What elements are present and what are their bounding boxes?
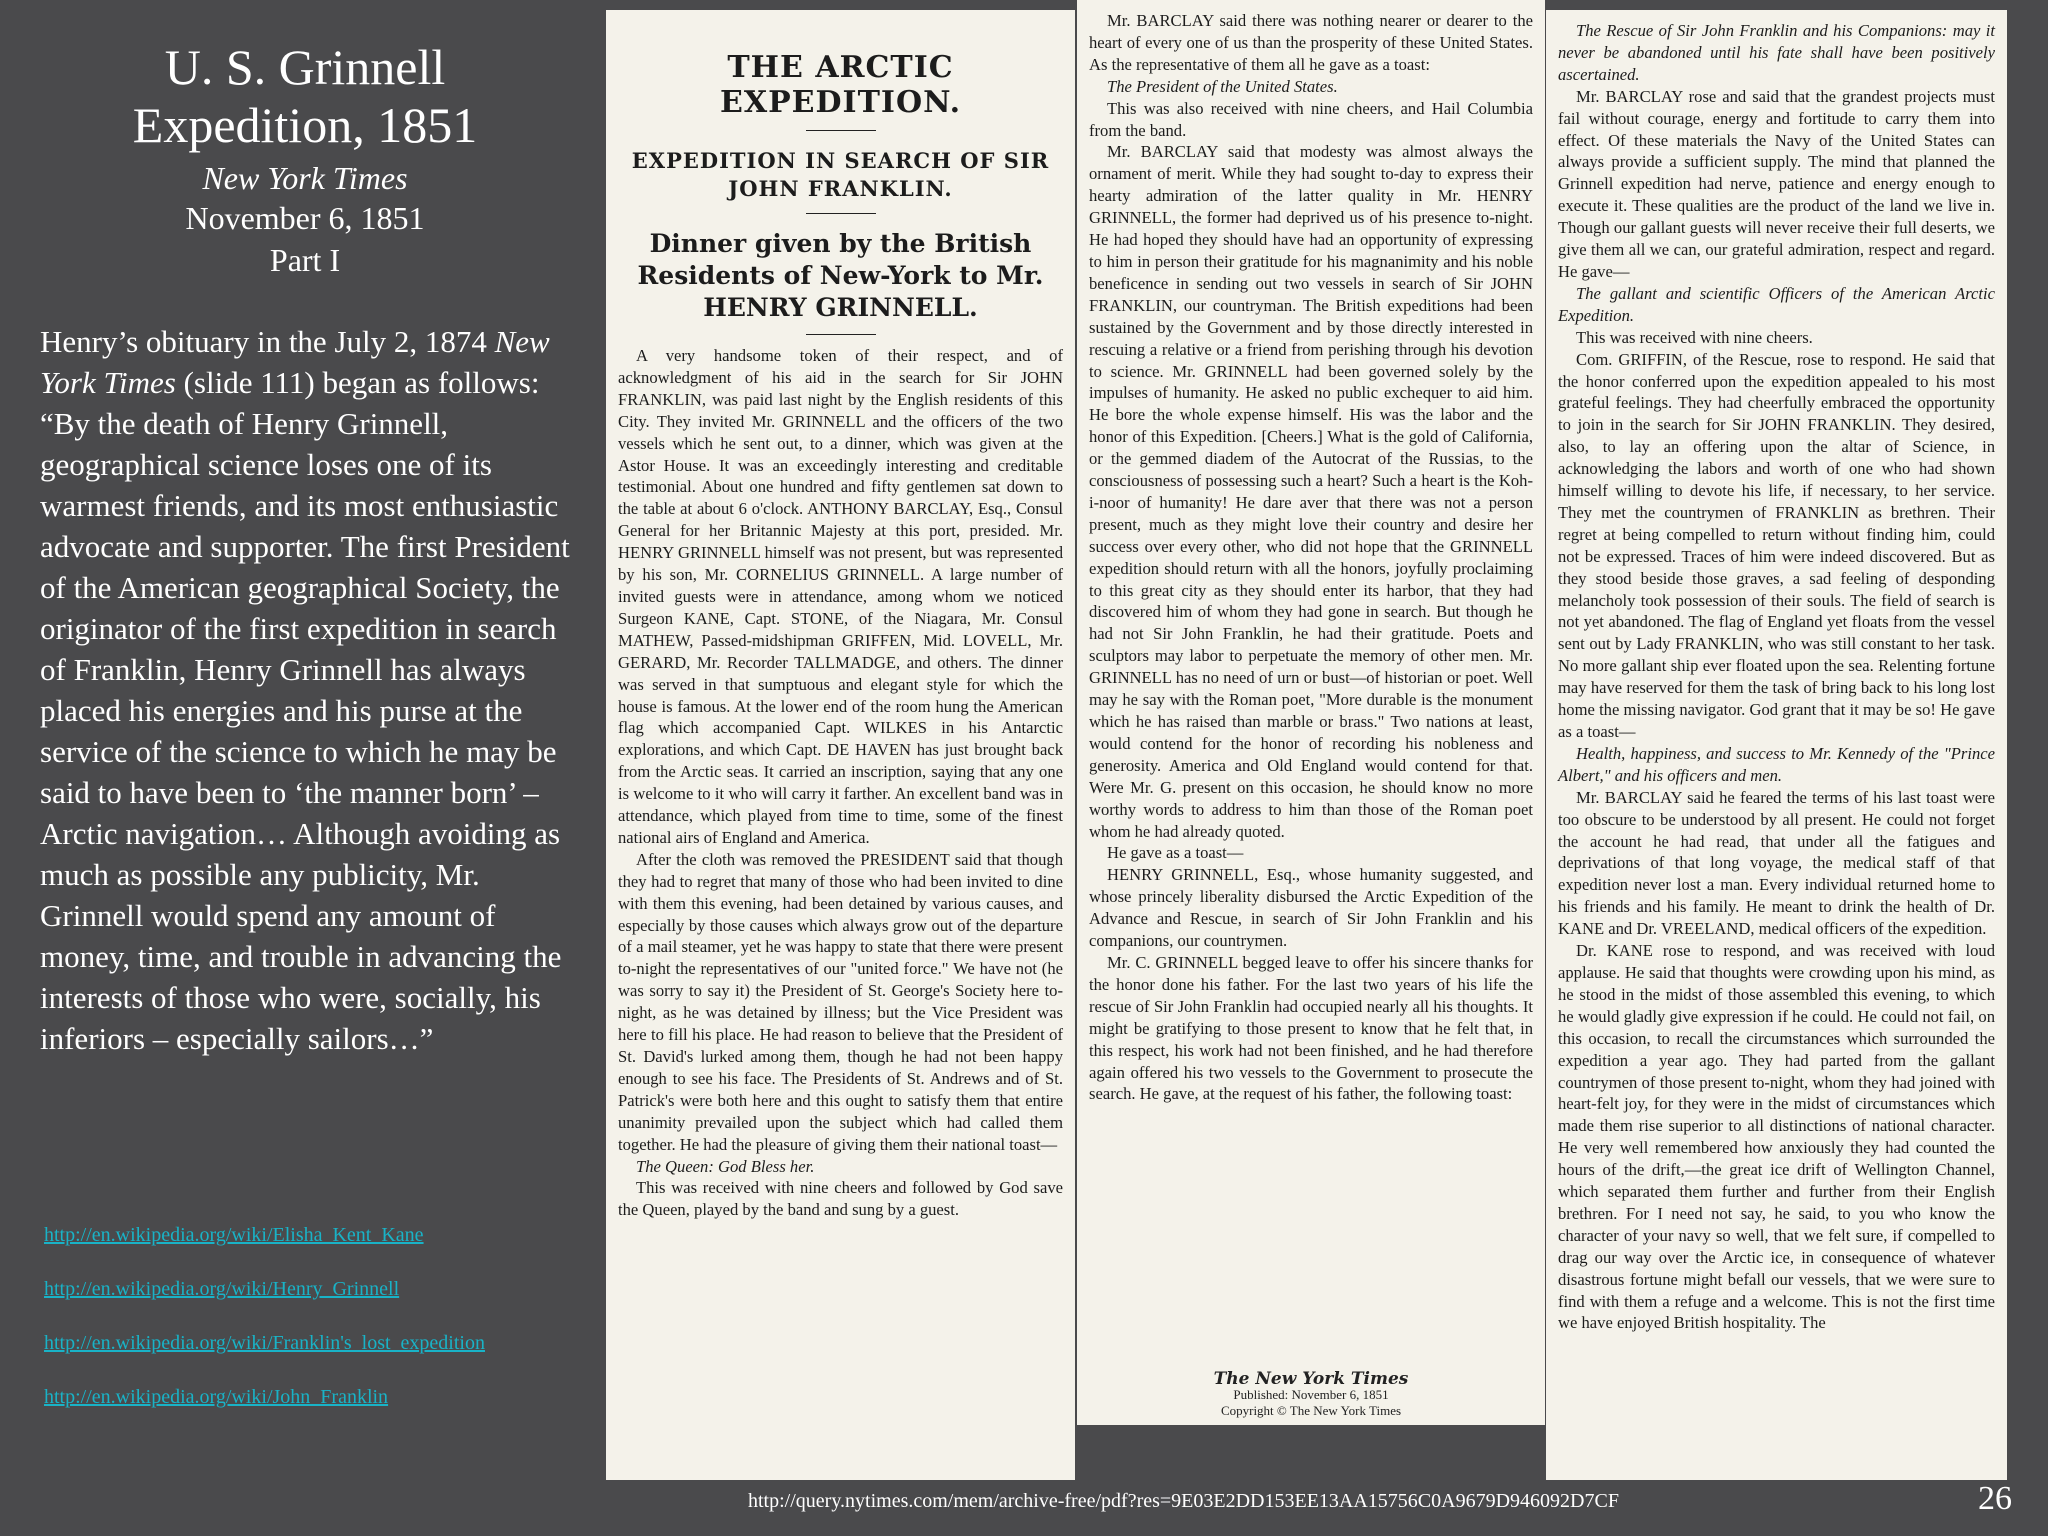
paragraph: This was received with nine cheers and followed by God save the Queen, played by the band and sung by a guest. <box>618 1178 1063 1220</box>
toast: The gallant and scientific Officers of the American Arctic Expedition. <box>1558 283 1995 325</box>
newspaper-column-2 <box>1077 0 1545 1425</box>
rule-divider <box>806 334 876 335</box>
reference-links <box>44 1222 485 1438</box>
paragraph: HENRY GRINNELL, Esq., whose humanity suggested, and whose princely liberality disbursed the Arctic Expedition of the Advance and Rescue, in search of Sir John Franklin and his companions, our countrymen. <box>1089 865 1533 951</box>
masthead-title: The New York Times <box>1213 1369 1409 1389</box>
link-henry-grinnell[interactable]: http://en.wikipedia.org/wiki/Henry_Grinnell <box>44 1278 400 1300</box>
copyright: Copyright © The New York Times <box>1220 1403 1402 1418</box>
source-name: New York Times <box>202 160 408 196</box>
paragraph: Mr. BARCLAY said he feared the terms of his last toast were too obscure to be understood by all present. He could not forget the account he had read, that under all the fatigues and deprivations of that long voyage, the medical staff of that expedition never lost a man. Every individual returned home to his friends and his family. He meant to drink the health of Dr. KANE and Dr. VREELAND, medical officers of the expedition. <box>1558 787 1995 939</box>
obituary-paragraph <box>40 321 580 1059</box>
title-line-1: U. S. Grinnell <box>164 39 446 95</box>
page-number: 26 <box>1978 1480 2012 1517</box>
toast: The Queen: God Bless her. <box>636 1156 815 1176</box>
obit-text-b: (slide 111) began as follows: “By the death of Henry Grinnell, geographical science loses one of its warmest friends, and its most enthusiastic advocate and supporter. The first President of the American geographical Society, the originator of the first expedition in search of Franklin, Henry Grinnell has always placed his energies and his purse at the service of the science to which he may be said to have been to ‘the manner born’ – Arctic navigation… Although avoiding as much as possible any publicity, Mr. Grinnell would spend any amount of money, time, and trouble in advancing the interests of those who were, socially, his inferiors – especially sailors…” <box>40 365 570 1056</box>
article-deck: Dinner given by the British Residents of New-York to Mr. HENRY GRINNELL. <box>637 229 1044 322</box>
article-headline: THE ARCTIC EXPEDITION. <box>719 50 962 120</box>
paragraph: Mr. C. GRINNELL begged leave to offer his sincere thanks for the honor done his father. For the last two years of his life the rescue of Sir John Franklin had occupied nearly all his thoughts. It might be gratifying to those present to know that he felt that, in this respect, his work had not been finished, and he had therefore again offered his two vessels to the Government to prosecute the search. He gave, at the request of his father, the following toast: <box>1089 952 1533 1104</box>
article-subhead: EXPEDITION IN SEARCH OF SIR JOHN FRANKLIN. <box>631 148 1050 201</box>
paragraph: Mr. BARCLAY rose and said that the grandest projects must fail without courage, energy and fortitude to carry them into effect. Of these materials the Navy of the United States can always provide a sufficient supply. The mind that planned the Grinnell expedition had nerve, patience and energy enough to execute it. These qualities are the product of the land we live in. Though our gallant guests will never receive their full deserts, we give them all we can, our grateful admiration, respect and regard. He gave— <box>1558 86 1995 281</box>
newspaper-column-1 <box>606 10 1075 1480</box>
paragraph: This was also received with nine cheers, and Hail Columbia from the band. <box>1089 98 1533 140</box>
paragraph: He gave as a toast— <box>1107 843 1244 863</box>
published-date: Published: November 6, 1851 <box>1233 1387 1389 1402</box>
slide-title <box>20 38 590 154</box>
link-elisha-kent-kane[interactable]: http://en.wikipedia.org/wiki/Elisha_Kent_Kane <box>44 1224 424 1246</box>
link-john-franklin[interactable]: http://en.wikipedia.org/wiki/John_Franklin <box>44 1386 389 1408</box>
source-url[interactable]: http://query.nytimes.com/mem/archive-free/pdf?res=9E03E2DD153EE13AA15756C0A9679D946092D7CF <box>748 1490 1619 1512</box>
rule-divider <box>806 213 876 214</box>
column-2-text <box>1089 10 1533 1105</box>
nyt-masthead <box>1077 1367 1545 1419</box>
paragraph: Mr. BARCLAY said that modesty was almost always the ornament of merit. While they had sought to-day to express their hearty admiration of the latter quality in Mr. HENRY GRINNELL, the former had deprived us of his presence to-night. He had hoped they should have had an opportunity of expressing to him in person their gratitude for his magnanimity and his noble beneficence in sending out two vessels in search of Sir JOHN FRANKLIN, our countryman. The British expeditions had been sustained by the Government and by those directly interested in rescuing a relative or a friend from perishing through his devotion to science. Mr. GRINNELL had been governed solely by the impulses of humanity. He asked no public exchequer to aid him. He bore the whole expense himself. His was the labor and the honor of this Expedition. [Cheers.] What is the gold of California, or the gemmed diadem of the Autocrat of the Russias, to the consciousness of possessing such a heart? Such a heart is the Koh-i-noor of humanity! He dare aver that there was not a person present, much as they might love their country and desire her success over every other, who did not hope that the GRINNELL expedition should return with all the honors, joyfully proclaiming to this great city as they should enter its harbor, that they had discovered him of whom they had gone in search. But though he had not Sir John Franklin, he had their gratitude. Poets and sculptors may labor to perpetuate the memory of other men. Mr. GRINNELL has no need of urn or bust—of historian or poet. Well may he say with the Roman poet, "More durable is the monument which he has raised than marble or brass." Two nations at least, would contend for the honor of recording his nobleness and generosity. America and Old England would contend for that. Were Mr. G. present on this occasion, he should know no more worthy words to address to him than those of the Roman poet whom he had already quoted. <box>1089 142 1533 841</box>
link-franklins-lost-expedition[interactable]: http://en.wikipedia.org/wiki/Franklin's_lost_expedition <box>44 1332 485 1354</box>
obit-text-italic: New York Times <box>40 324 550 400</box>
publication-date: November 6, 1851 <box>185 200 425 236</box>
newspaper-column-3 <box>1546 10 2007 1480</box>
column-1-text <box>618 345 1063 1221</box>
part-label: Part I <box>269 242 341 278</box>
paragraph: Com. GRIFFIN, of the Rescue, rose to respond. He said that the honor conferred upon the expedition appealed to his most grateful feelings. They had cheerfully embraced the opportunity to join in the search for Sir JOHN FRANKLIN. They desired, also, to lay an offering upon the altar of Science, in acknowledging the labors and worth of one who had shown himself willing to devote his life, if necessary, to her service. They met the countrymen of FRANKLIN as brethren. Their regret at being compelled to return without finding him, could not be expressed. Traces of him were indeed discovered. But as they stood beside those graves, a sad feeling of desponding melancholy took possession of their souls. The field of search is not yet abandoned. The flag of England yet floats from the vessel sent out by Lady FRANKLIN, who was still constant to her task. No more gallant ship ever floated upon the sea. Relenting fortune may have reserved for them the task of bring back to his long lost home the missing navigator. God grant that it may be so! He gave as a toast— <box>1558 349 1995 741</box>
paragraph: After the cloth was removed the PRESIDENT said that though they had to regret that many of those who had been invited to dine with them this evening, had been detained by various causes, and especially by those causes which always grow out of the departure of a mail steamer, yet he was happy to state that there were present to-night the representatives of our "united force." We have not (he was sorry to say it) the President of St. George's Society here to-night, as he was detained by illness; but the Vice President was here to fill his place. He had reason to believe that the President of St. David's lurked among them, though he had not been happy enough to see his face. The Presidents of St. Andrews and of St. Patrick's were both here and this ought to satisfy them that entire unanimity prevailed upon the subject which had called them together. He had the pleasure of giving them their national toast— <box>618 849 1063 1154</box>
title-line-2: Expedition, 1851 <box>132 97 478 153</box>
toast: The President of the United States. <box>1107 76 1338 96</box>
toast: Health, happiness, and success to Mr. Kennedy of the "Prince Albert," and his officers and men. <box>1558 743 1995 785</box>
column-3-text <box>1558 20 1995 1334</box>
paragraph: Mr. BARCLAY said there was nothing nearer or dearer to the heart of every one of us than the prosperity of these United States. As the representative of them all he gave as a toast: <box>1089 11 1533 74</box>
obit-text-a: Henry’s obituary in the July 2, 1874 <box>40 324 495 359</box>
paragraph: A very handsome token of their respect, and of acknowledgment of his aid in the search for Sir JOHN FRANKLIN, was paid last night by the English residents of this City. They invited Mr. GRINNELL and the officers of the two vessels which he sent out, to a dinner, which was given at the Astor House. It was an exceedingly interesting and creditable testimonial. About one hundred and fifty gentlemen sat down to the table at about 6 o'clock. ANTHONY BARCLAY, Esq., Consul General for her Britannic Majesty at this port, presided. Mr. HENRY GRINNELL himself was not present, but was represented by his son, Mr. CORNELIUS GRINNELL. A large number of invited guests were in attendance, among whom we noticed Surgeon KANE, Capt. STONE, of the Niagara, Mr. Consul MATHEW, Passed-midshipman GRIFFEN, Mid. LOVELL, Mr. GERARD, Mr. Recorder TALLMADGE, and others. The dinner was served in that sumptuous and elegant style for which the house is famous. At the lower end of the room hung the American flag which accompanied Capt. WILKES in his Antarctic explorations, and which Capt. DE HAVEN has just brought back from the Arctic seas. It carried an inscription, saying that any one is welcome to it who will carry it farther. An excellent band was in attendance, which played from time to time, some of the finest national airs of England and America. <box>618 346 1063 847</box>
rule-divider <box>806 130 876 131</box>
paragraph: This was received with nine cheers. <box>1576 327 1813 347</box>
toast: The Rescue of Sir John Franklin and his Companions: may it never be abandoned until his fate shall have been positively ascertained. <box>1558 21 1995 84</box>
paragraph: Dr. KANE rose to respond, and was received with loud applause. He said that thoughts were crowding upon his mind, as he stood in the midst of those assembled this evening, to which he would gladly give expression if he could. He could not fail, on this occasion, to recall the circumstances which surrounded the expedition a year ago. They had parted from the gallant countrymen of those present to-night, whom they had joined with heart-felt joy, for they were in the midst of circumstances which made them rise superior to all distinctions of national character. He very well remembered how anxiously they had counted the hours of the drift,—the great ice drift of Wellington Channel, which separated them further and further from their English brethren. For I need not say, he said, to you who know the character of your navy so well, that we felt sure, if compelled to drag our way over the Arctic ice, in consequence of whatever disastrous fortune might befall our vessels, that we were sure to find with them a refuge and a welcome. This is not the first time we have enjoyed British hospitality. The <box>1558 941 1995 1333</box>
